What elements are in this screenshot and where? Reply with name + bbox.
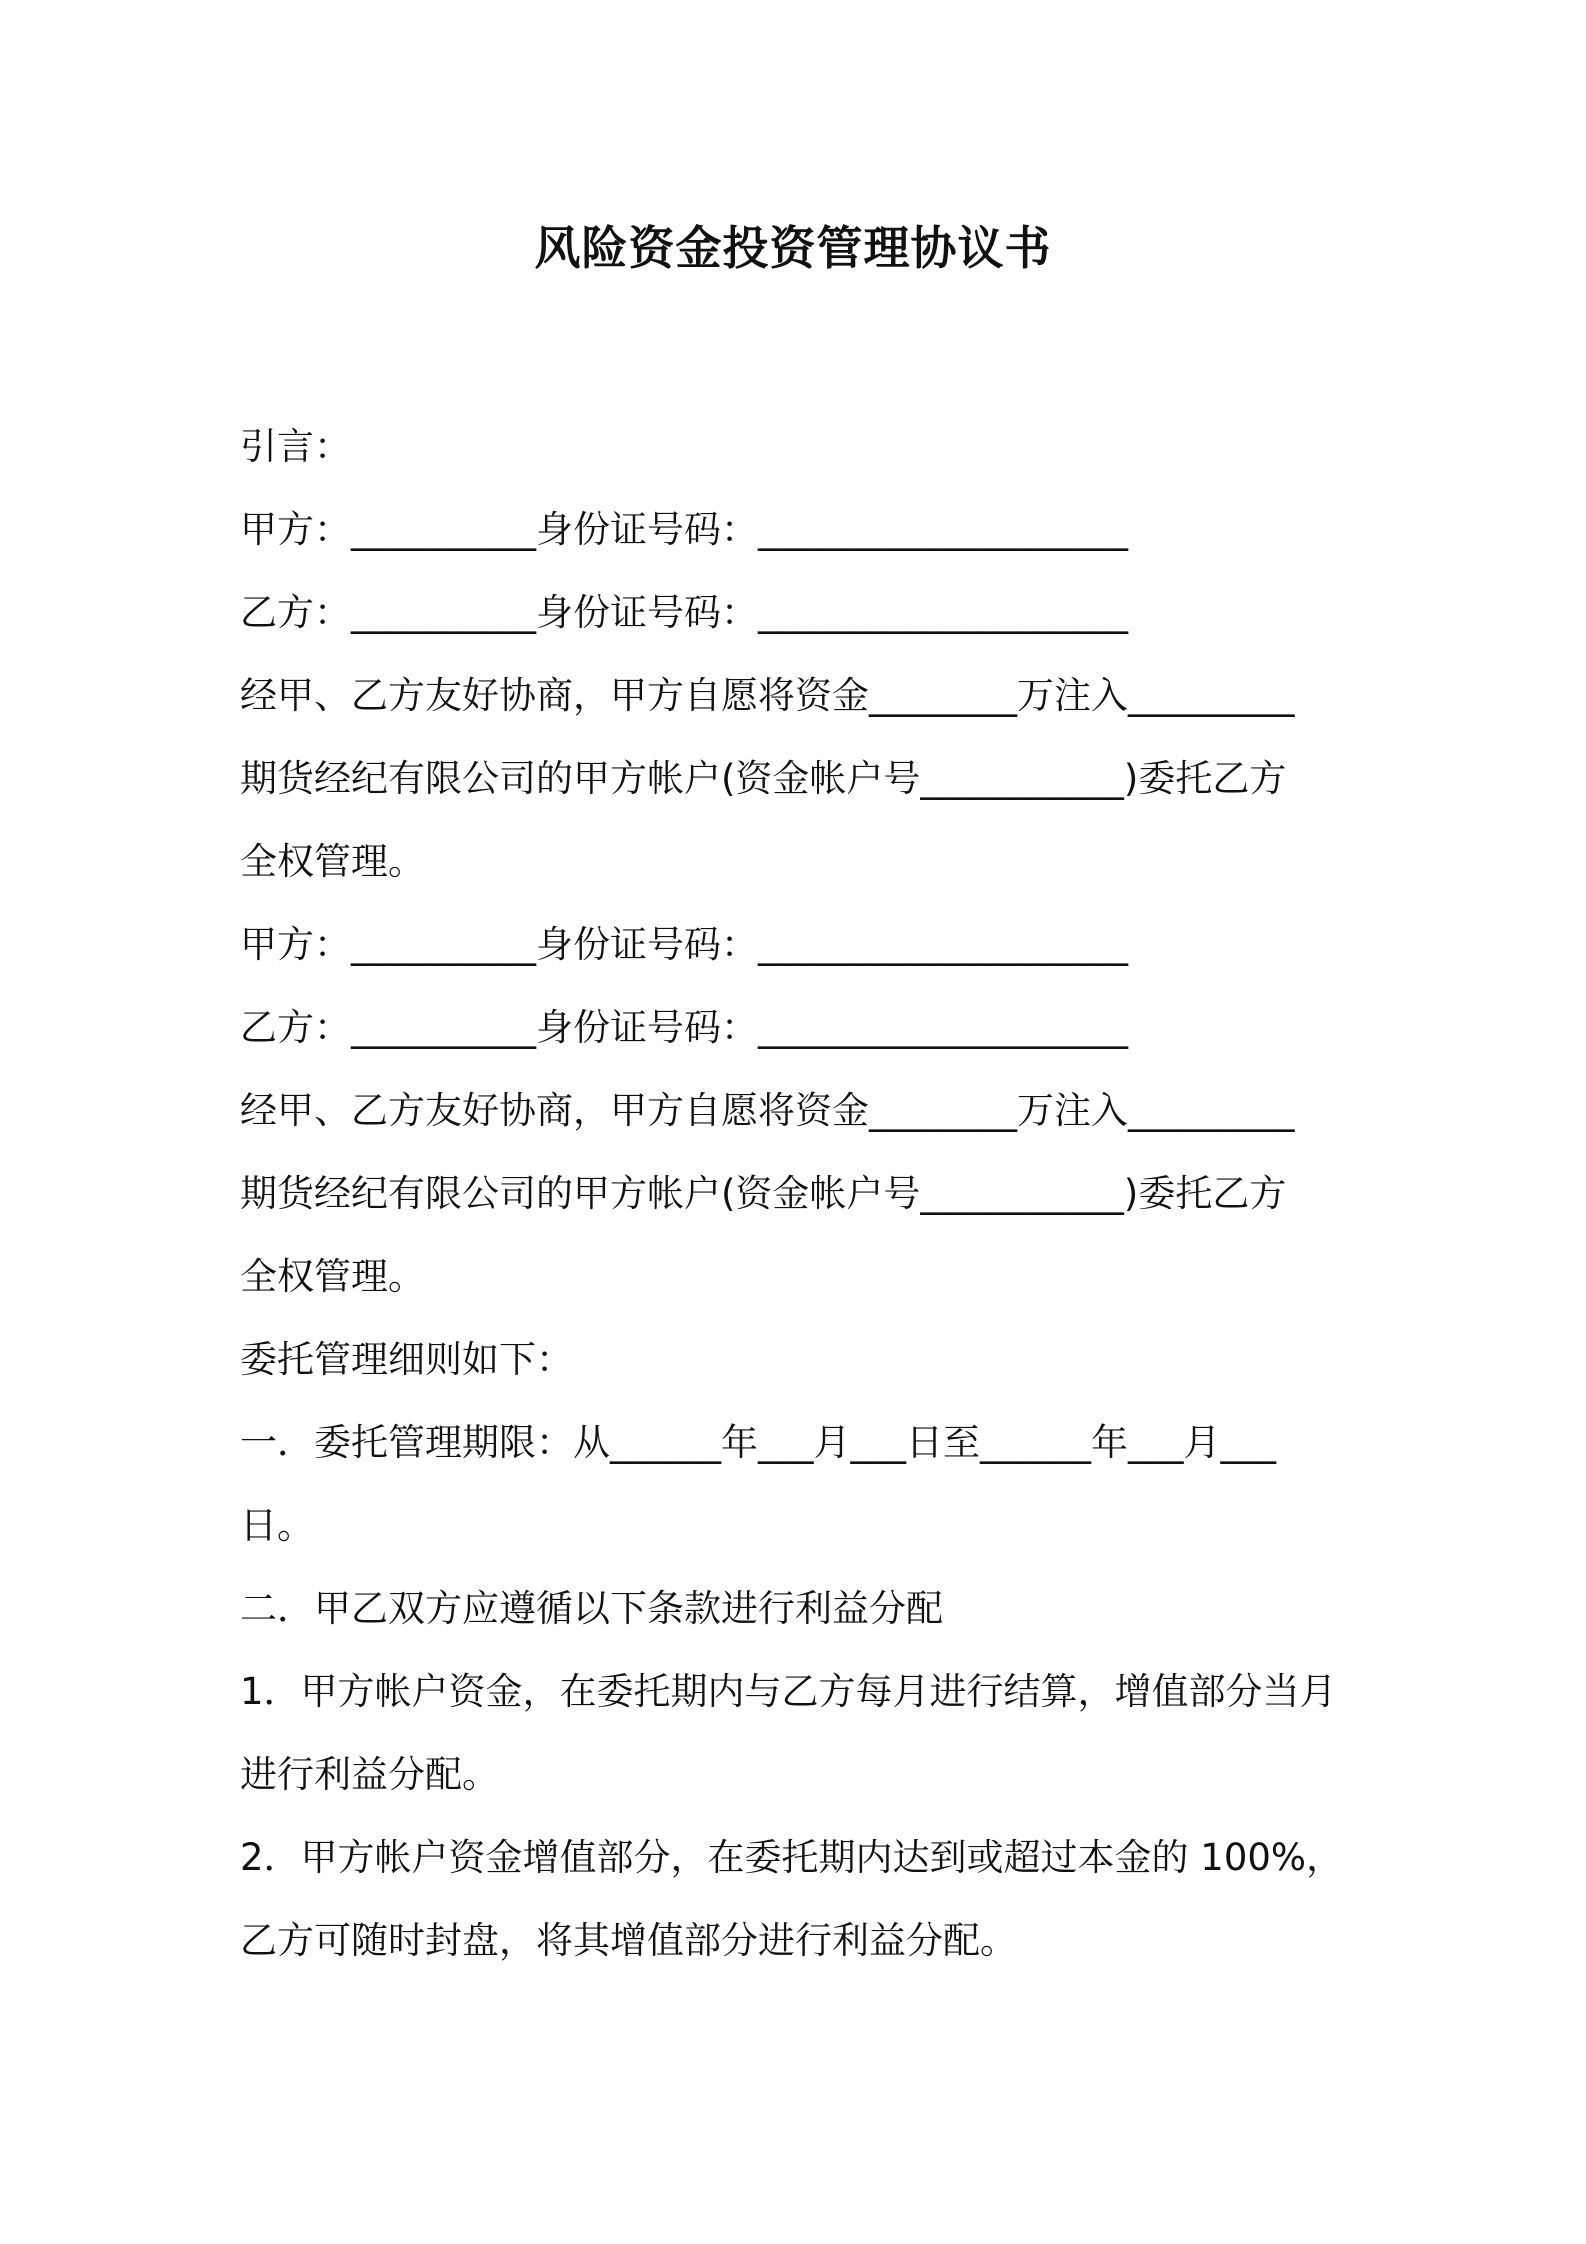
agreement-paragraph-line: 经甲、乙方友好协商，甲方自愿将资金________万注入_________ xyxy=(240,674,1295,717)
document-title: 风险资金投资管理协议书 xyxy=(534,221,1052,275)
clause-two-heading: 二．甲乙双方应遵循以下条款进行利益分配 xyxy=(240,1587,943,1630)
intro-heading: 引言： xyxy=(240,425,351,468)
agreement-paragraph-line: 经甲、乙方友好协商，甲方自愿将资金________万注入_________ xyxy=(240,1089,1295,1132)
sub-clause-1-line: 1．甲方帐户资金，在委托期内与乙方每月进行结算，增值部分当月 xyxy=(240,1670,1337,1713)
sub-clause-2-line: 2．甲方帐户资金增值部分，在委托期内达到或超过本金的 100%， xyxy=(240,1836,1344,1879)
agreement-paragraph-line: 期货经纪有限公司的甲方帐户(资金帐户号___________)委托乙方 xyxy=(240,1172,1287,1215)
clause-one-line: 日。 xyxy=(240,1504,314,1547)
sub-clause-2-line: 乙方可随时封盘，将其增值部分进行利益分配。 xyxy=(240,1919,1017,1962)
agreement-paragraph-line: 全权管理。 xyxy=(240,1255,425,1298)
party-a-line: 甲方：__________身份证号码：____________________ xyxy=(240,508,1128,551)
agreement-paragraph-line: 期货经纪有限公司的甲方帐户(资金帐户号___________)委托乙方 xyxy=(240,757,1287,800)
clause-one-line: 一．委托管理期限：从______年___月___日至______年___月___ xyxy=(240,1421,1276,1464)
party-a-line: 甲方：__________身份证号码：____________________ xyxy=(240,923,1128,966)
party-b-line: 乙方：__________身份证号码：____________________ xyxy=(240,1006,1128,1049)
sub-clause-1-line: 进行利益分配。 xyxy=(240,1753,499,1796)
document-body xyxy=(240,405,1350,1982)
agreement-paragraph-line: 全权管理。 xyxy=(240,840,425,883)
party-b-line: 乙方：__________身份证号码：____________________ xyxy=(240,591,1128,634)
rules-heading: 委托管理细则如下： xyxy=(240,1338,573,1381)
